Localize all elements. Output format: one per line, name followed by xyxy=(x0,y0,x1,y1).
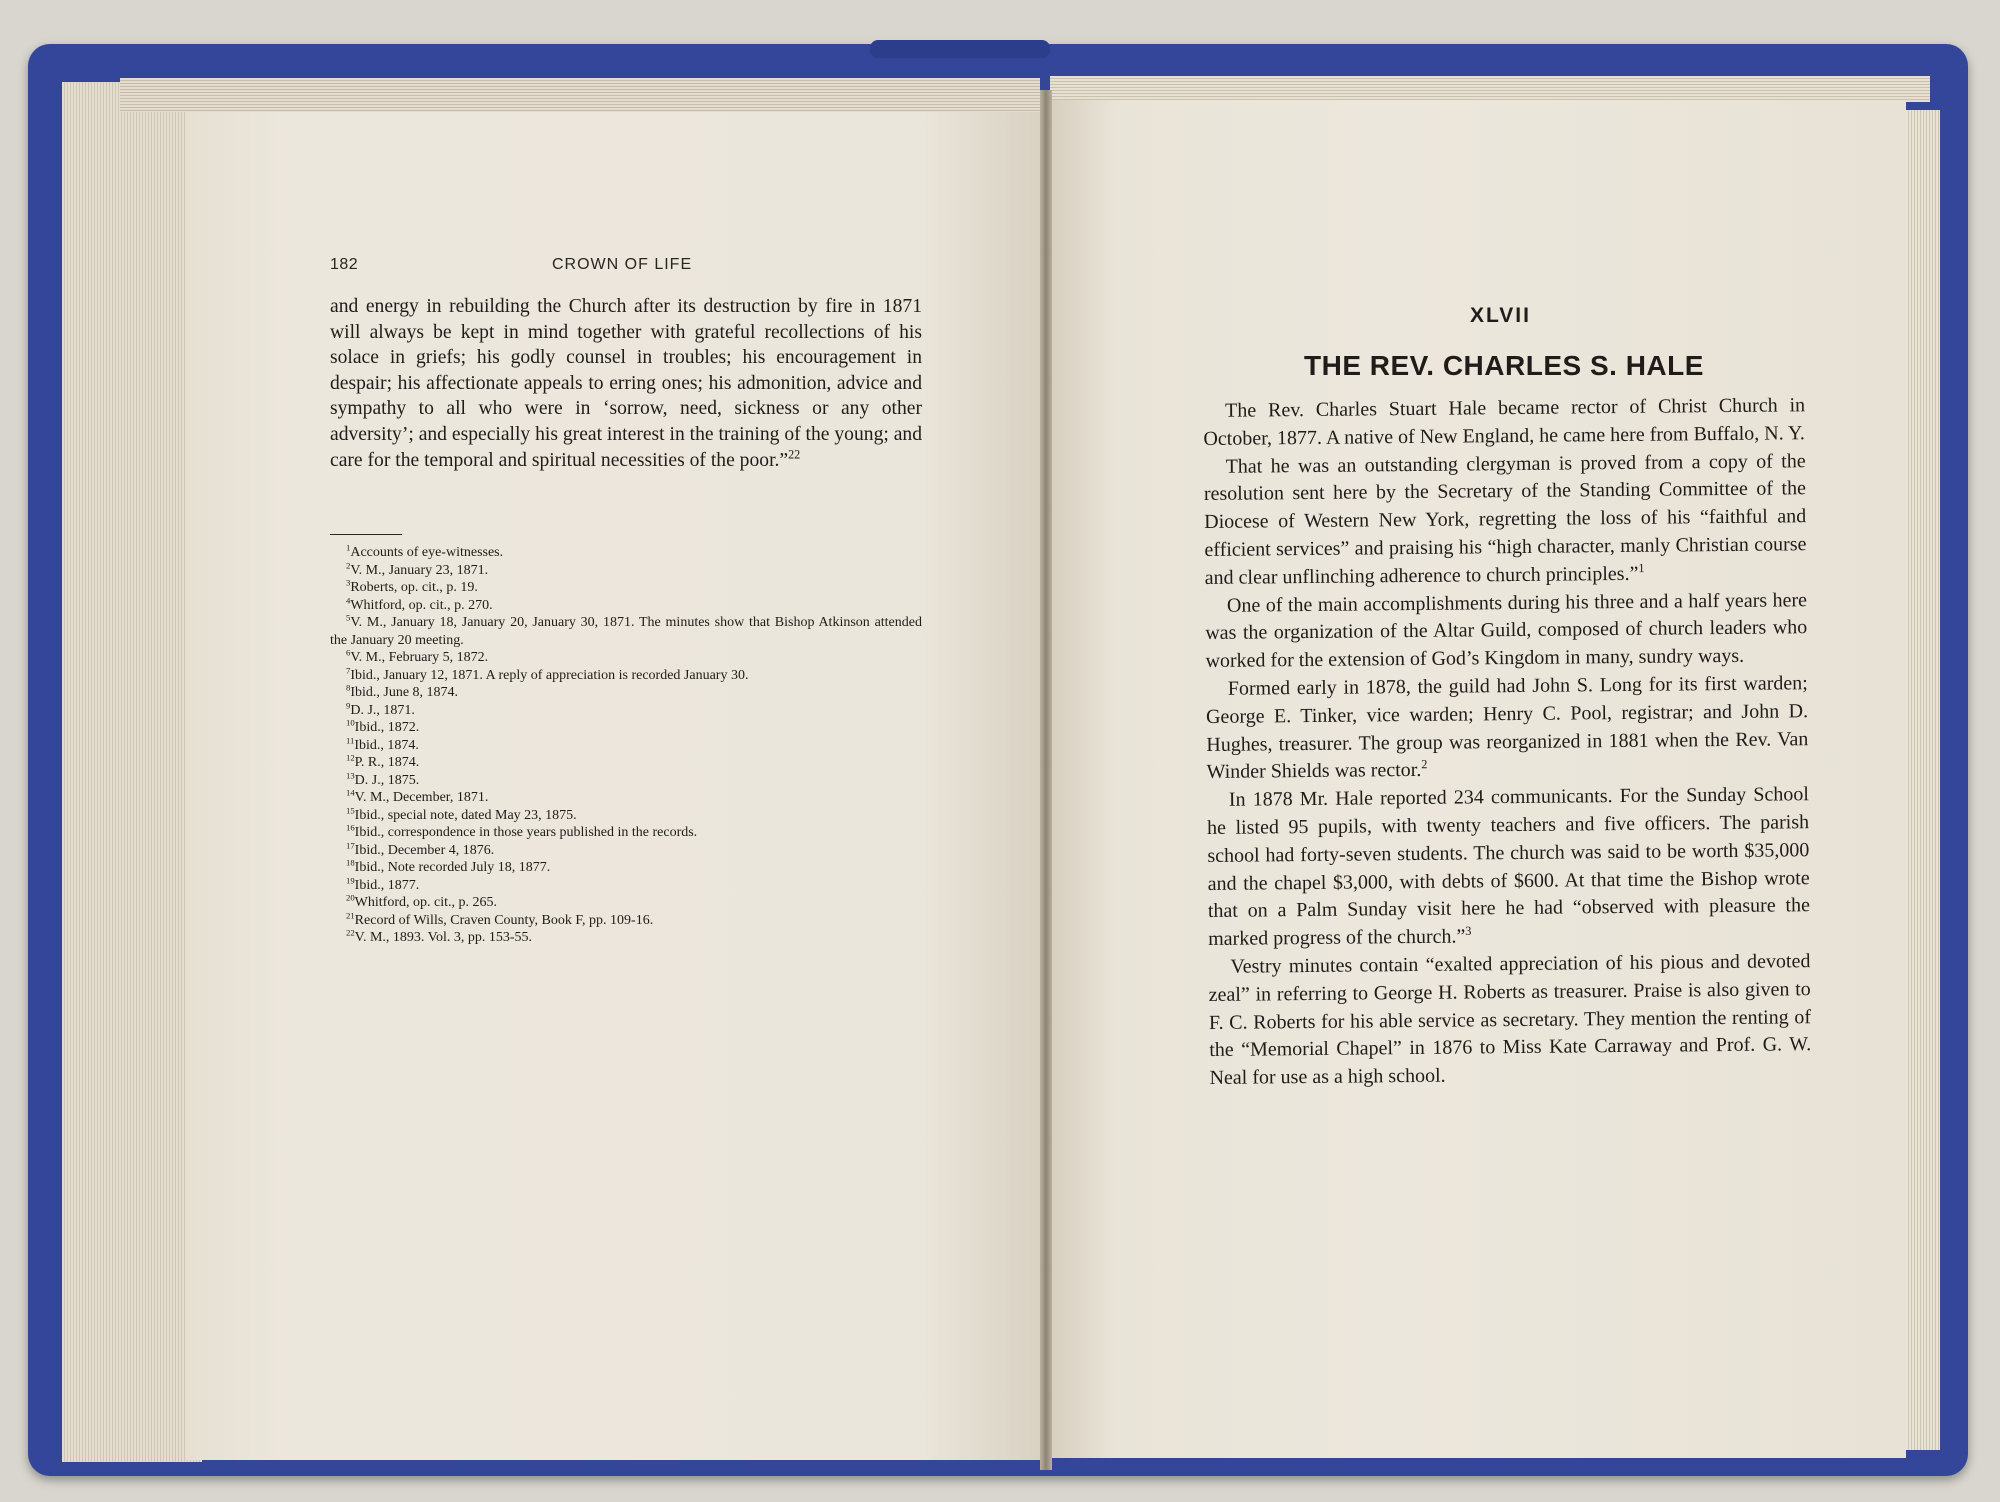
running-head xyxy=(330,256,922,280)
footnote-number: 2 xyxy=(346,559,351,570)
footnote-number: 17 xyxy=(346,839,355,850)
footnote-number: 8 xyxy=(346,682,351,693)
footnotes xyxy=(330,544,922,947)
paragraph xyxy=(1203,392,1806,453)
footnote xyxy=(330,874,922,895)
footnote-number: 7 xyxy=(346,664,351,675)
footnote xyxy=(330,559,922,580)
paragraph-text: Formed early in 1878, the guild had John S. Long for its first warden; George E. Tinker, vice warden; Henry C. Pool, registrar; and John D. Hughes, treasurer. The group was reorganized in 1881 when the Rev. Van Winder Shields was rector. xyxy=(1205,672,1809,784)
footnote xyxy=(330,699,922,720)
footnote-number: 11 xyxy=(346,734,355,745)
footnote-text: D. J., 1871. xyxy=(350,702,415,718)
left-body-text xyxy=(330,294,922,473)
footnote xyxy=(330,664,922,685)
page-number: 182 xyxy=(330,256,359,273)
footnote-text: Ibid., Note recorded July 18, 1877. xyxy=(354,860,551,875)
footnote xyxy=(330,754,922,772)
footnote-number: 22 xyxy=(346,927,355,938)
footnote xyxy=(330,824,922,842)
footnote-number: 6 xyxy=(346,647,351,658)
footnote-text: D. J., 1875. xyxy=(354,772,420,788)
footnote-text: Ibid., January 12, 1871. A reply of appreciation is recorded January 30. xyxy=(350,667,749,683)
footnote xyxy=(330,684,922,702)
paragraph-text: That he was an outstanding clergyman is proved from a copy of the resolution sent here by the Secretary of the Standing Committee of the Diocese of Western New York, regretting the loss of his “faithful and efficient services” and praising his “high character, manly Christian course and clear unflinching adherence to church principles.” xyxy=(1203,449,1807,589)
footnote xyxy=(330,579,922,597)
paragraph-text: Vestry minutes contain “exalted appreciation of his pious and devoted zeal” in referring to George H. Roberts as treasurer. Praise is also given to F. C. Roberts for his able service as secretary. They mention the renting of the “Memorial Chapel” in 1876 to Miss Kate Carraway and Prof. G. W. Neal for use as a high school. xyxy=(1208,950,1812,1090)
footnote-text: Ibid., June 8, 1874. xyxy=(350,685,459,700)
paragraph-text: In 1878 Mr. Hale reported 234 communicants. For the Sunday School he listed 95 pupils, with twenty teachers and five officers. The parish school had forty-seven students. The church was said to be worth $35,000 and the chapel $3,000, with debts of $600. At that time the Bishop wrote that on a Palm Sunday visit here he had “observed with pleasure the marked progress of the church.” xyxy=(1207,783,1811,951)
footnote-ref: 3 xyxy=(1465,923,1472,938)
footnote-number: 21 xyxy=(346,909,355,920)
left-page-edges xyxy=(62,82,202,1462)
footnote-text: Record of Wills, Craven County, Book F, pp. 109-16. xyxy=(354,912,654,928)
paragraph xyxy=(1207,781,1811,954)
footnote xyxy=(330,649,922,667)
footnote-number: 1 xyxy=(346,542,351,553)
footnote-ref: 1 xyxy=(1638,560,1645,575)
footnote-text: Roberts, op. cit., p. 19. xyxy=(350,580,478,595)
footnote xyxy=(330,769,922,790)
footnote-ref: 2 xyxy=(1421,757,1428,772)
footnote-text: Ibid., 1872. xyxy=(354,720,420,735)
footnote-text: Ibid., correspondence in those years published in the records. xyxy=(354,825,698,840)
footnote-text: V. M., 1893. Vol. 3, pp. 153-55. xyxy=(354,930,533,945)
footnote-text: P. R., 1874. xyxy=(354,755,420,770)
footnote xyxy=(330,894,922,912)
paragraph xyxy=(1205,587,1808,676)
left-top-page-edges xyxy=(120,78,1040,112)
paragraph-text: One of the main accomplishments during his three and a half years here was the organization of the Altar Guild, composed of church leaders who worked for the extension of God’s Kingdom in many, sundry ways. xyxy=(1205,588,1808,673)
footnote-text: Ibid., 1877. xyxy=(354,877,420,893)
footnote-number: 18 xyxy=(346,857,355,868)
footnote xyxy=(330,859,922,877)
chapter-title: THE REV. CHARLES S. HALE xyxy=(1304,350,1704,381)
book-gutter xyxy=(1040,90,1052,1470)
footnote-number: 14 xyxy=(346,787,355,798)
footnote-text: Ibid., special note, dated May 23, 1875. xyxy=(354,807,577,823)
paragraph xyxy=(1204,448,1807,593)
footnote-text: Ibid., 1874. xyxy=(354,737,419,753)
chapter-number: XLVII xyxy=(1470,304,1531,327)
left-paragraph xyxy=(330,294,922,473)
footnote-text: Accounts of eye-witnesses. xyxy=(350,545,504,560)
paragraph xyxy=(1208,948,1811,1093)
footnote xyxy=(330,804,922,825)
footnote-number: 20 xyxy=(346,892,355,903)
footnote xyxy=(330,909,922,930)
footnote-number: 4 xyxy=(346,594,351,605)
footnote-number: 16 xyxy=(346,822,355,833)
footnote xyxy=(330,929,922,947)
footnote xyxy=(330,734,922,755)
footnote xyxy=(330,594,922,615)
footnote-text: Ibid., December 4, 1876. xyxy=(354,842,495,858)
paragraph-text: The Rev. Charles Stuart Hale became rector of Christ Church in October, 1877. A native of New England, he came here from Buffalo, N. Y. xyxy=(1203,394,1806,450)
footnote xyxy=(330,839,922,860)
footnote xyxy=(330,789,922,807)
footnote-ref: 22 xyxy=(788,447,801,462)
footnote xyxy=(330,544,922,562)
left-paragraph-text: and energy in rebuilding the Church after its destruction by fire in 1871 will always be kept in mind together with grateful recollections of his solace in griefs; his godly counsel in troubles; his encouragement in despair; his affectionate appeals to erring ones; his admonition, advice and sympathy to all who were in ‘sorrow, need, sickness or any other adversity’; and especially his great interest in the training of the young; and care for the temporal and spiritual necessities of the poor.” xyxy=(330,296,922,471)
right-body-text xyxy=(1203,392,1812,1093)
footnote-number: 13 xyxy=(346,769,355,780)
footnote-text: V. M., January 18, January 20, January 30, 1871. The minutes show that Bishop Atkinson attended the January 20 meeting. xyxy=(330,615,922,648)
footnote-rule xyxy=(330,534,402,535)
footnote xyxy=(330,719,922,737)
spine-band xyxy=(870,40,1050,58)
footnote-text: Whitford, op. cit., p. 270. xyxy=(350,597,493,613)
footnote-number: 5 xyxy=(346,612,351,623)
footnote-number: 3 xyxy=(346,577,351,588)
footnote-text: V. M., December, 1871. xyxy=(354,790,489,805)
footnote-text: V. M., February 5, 1872. xyxy=(350,650,489,665)
running-title: CROWN OF LIFE xyxy=(552,256,693,273)
right-top-page-edges xyxy=(1050,76,1930,102)
footnote-number: 19 xyxy=(346,874,355,885)
footnote-text: Whitford, op. cit., p. 265. xyxy=(354,895,497,910)
footnote-text: V. M., January 23, 1871. xyxy=(350,562,489,578)
footnote-number: 9 xyxy=(346,699,351,710)
footnote-number: 12 xyxy=(346,752,355,763)
paragraph xyxy=(1206,670,1809,787)
footnote-number: 15 xyxy=(346,804,355,815)
right-page-edges xyxy=(1900,110,1940,1450)
footnote-number: 10 xyxy=(346,717,355,728)
footnote xyxy=(330,614,922,649)
